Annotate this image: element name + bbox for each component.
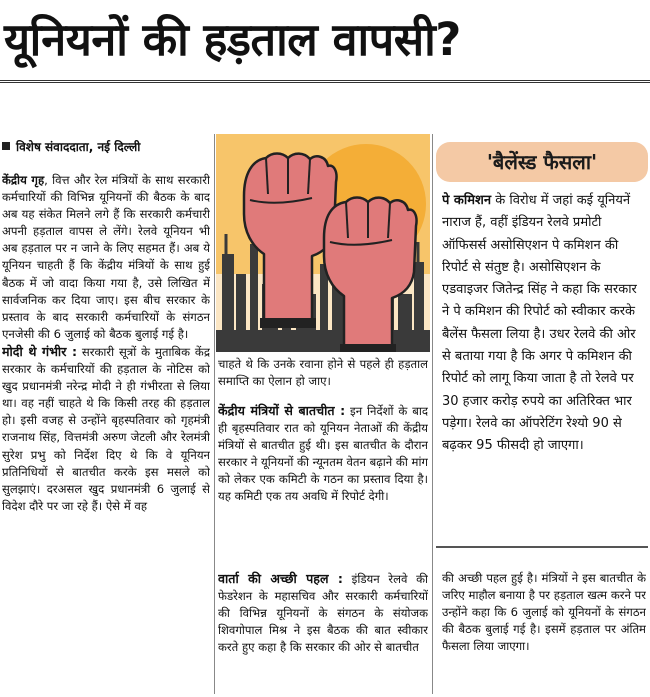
article-section-talks [218,402,428,568]
talks-text: इन निर्देशों के बाद ही बृहस्पतिवार रात को यूनियन नेताओं की केंद्रीय मंत्रियों से बातचीत हुई थी। इस बातचीत के दौरान सरकार ने यूनियनों की न्यूनतम वेतन बढ़ाने की मांग को लेकर एक कमिटी के गठन का प्रस्ताव दिया है। यह कमिटी एक तय अवधि में रिपोर्ट देगी। [218,404,428,504]
article-column-1 [2,172,210,692]
subhead-talks: केंद्रीय मंत्रियों से बातचीत : [218,403,346,418]
subhead-good-initiative: वार्ता की अच्छी पहल : [218,571,343,586]
continued-text: चाहते थे कि उनके रवाना होने से पहले ही हड़ताल समाप्ति का ऐलान हो जाए। [218,357,428,389]
lead-bold: केंद्रीय गृह [2,173,45,187]
sidebar-box-body [442,190,644,540]
lead-text: , वित्त और रेल मंत्रियों के साथ सरकारी कर्मचारियों की विभिन्न यूनियनों की बैठक के बाद अब यह संकेत मिलने लगे हैं कि सरकारी कर्मचारी अपनी हड़ताल वापस ले लेंगे। रेलवे यूनियन भी अब हड़ताल पर न जाने के लिए सहमत हैं। अब ये यूनियन चाहती हैं कि केंद्रीय मंत्रियों के साथ हुई बैठक में जो वादा किया गया है, उसे लिखित में सार्वजनिक कर दिया जाए। इस बीच सरकार के प्रस्ताव के बाद सरकारी कर्मचारियों के संगठन एनजेसी की 6 जुलाई को बैठक बुलाई गई है। [2,173,210,341]
paragraph-good-initiative [218,570,428,656]
modi-text: सरकारी सूत्रों के मुताबिक केंद्र सरकार के कर्मचारियों की हड़ताल के नोटिस को खुद प्रधानमंत्री नरेन्द्र मोदी ने ही गंभीरता से लिया था। वह नहीं चाहते थे कि किसी तरह की हड़ताल हो। इसी वजह से उन्होंने बृहस्पतिवार को गृहमंत्री राजनाथ सिंह, वित्तमंत्री अरुण जेटली और रेलमंत्री सुरेश प्रभु को निर्देश दिए थे कि वे यूनियन प्रतिनिधियों से बातचीत करके इस मसले को सुलझाएं। दरअसल खुद प्रधानमंत्री 6 जुलाई से विदेश दौरे पर जा रहे हैं। ऐसे में वह [2,344,210,513]
column-3-continued-text: की अच्छी पहल हुई है। मंत्रियों ने इस बातचीत के जरिए माहौल बनाया है पर हड़ताल खत्म करने पर उन्होंने कहा कि 6 जुलाई को यूनियनों के संगठन की बैठक बुलाई गई है। इसमें हड़ताल पर अंतिम फैसला लिया जाएगा। [442,571,646,654]
sidebar-bottom-rule [436,546,648,548]
paragraph-talks [218,402,428,506]
paragraph-modi [2,343,210,515]
good-initiative-text: इंडियन रेलवे की फेडरेशन के महासचिव और सरकारी कर्मचारियों की विभिन्न यूनियनों के संगठन के संयोजक शिवगोपाल मिश्र ने इस बैठक की बात स्वीकार करते हुए कहा है कि सरकार की ओर से बातचीत [218,572,428,655]
bullet-square-icon [2,142,10,150]
sidebar-box-title: 'बैलेंस्ड फैसला' [436,142,648,182]
byline-text: विशेष संवाददाता, नई दिल्ली [16,140,141,154]
sidebar-paragraph [442,190,644,458]
column-divider-1 [214,134,215,694]
article-column-2-continued [218,356,428,396]
sidebar-text: के विरोध में जहां कई यूनियनें नाराज हैं, वहीं इंडियन रेलवे प्रमोटी ऑफिसर्स असोसिएशन पे कमिशन की रिपोर्ट से संतुष्ट है। असोसिएशन के एडवाइजर जितेन्द्र सिंह ने कहा कि सरकार ने पे कमिशन की रिपोर्ट को स्वीकार करके बैलेंस फैसला लिया है। उधर रेलवे की ओर से बताया गया है कि अगर पे कमिशन की रिपोर्ट को लागू किया जाता है तो रेलवे पर 30 हजार करोड़ रुपये का अतिरिक्त भार पड़ेगा। रेलवे का ऑपरेटिंग रेश्यो 90 से बढ़कर 95 फीसदी हो जाएगा। [442,193,637,454]
headline-rule [0,80,650,83]
article-column-3-continued [442,570,646,694]
protest-fists-illustration [216,134,430,352]
paragraph-lead [2,172,210,343]
sidebar-lead-bold: पे कमिशन [442,193,492,208]
byline [2,138,212,156]
column-divider-2 [432,134,433,694]
article-section-good-initiative [218,570,428,694]
subhead-modi: मोदी थे गंभीर : [2,343,77,359]
headline: यूनियनों की हड़ताल वापसी? [4,13,461,66]
